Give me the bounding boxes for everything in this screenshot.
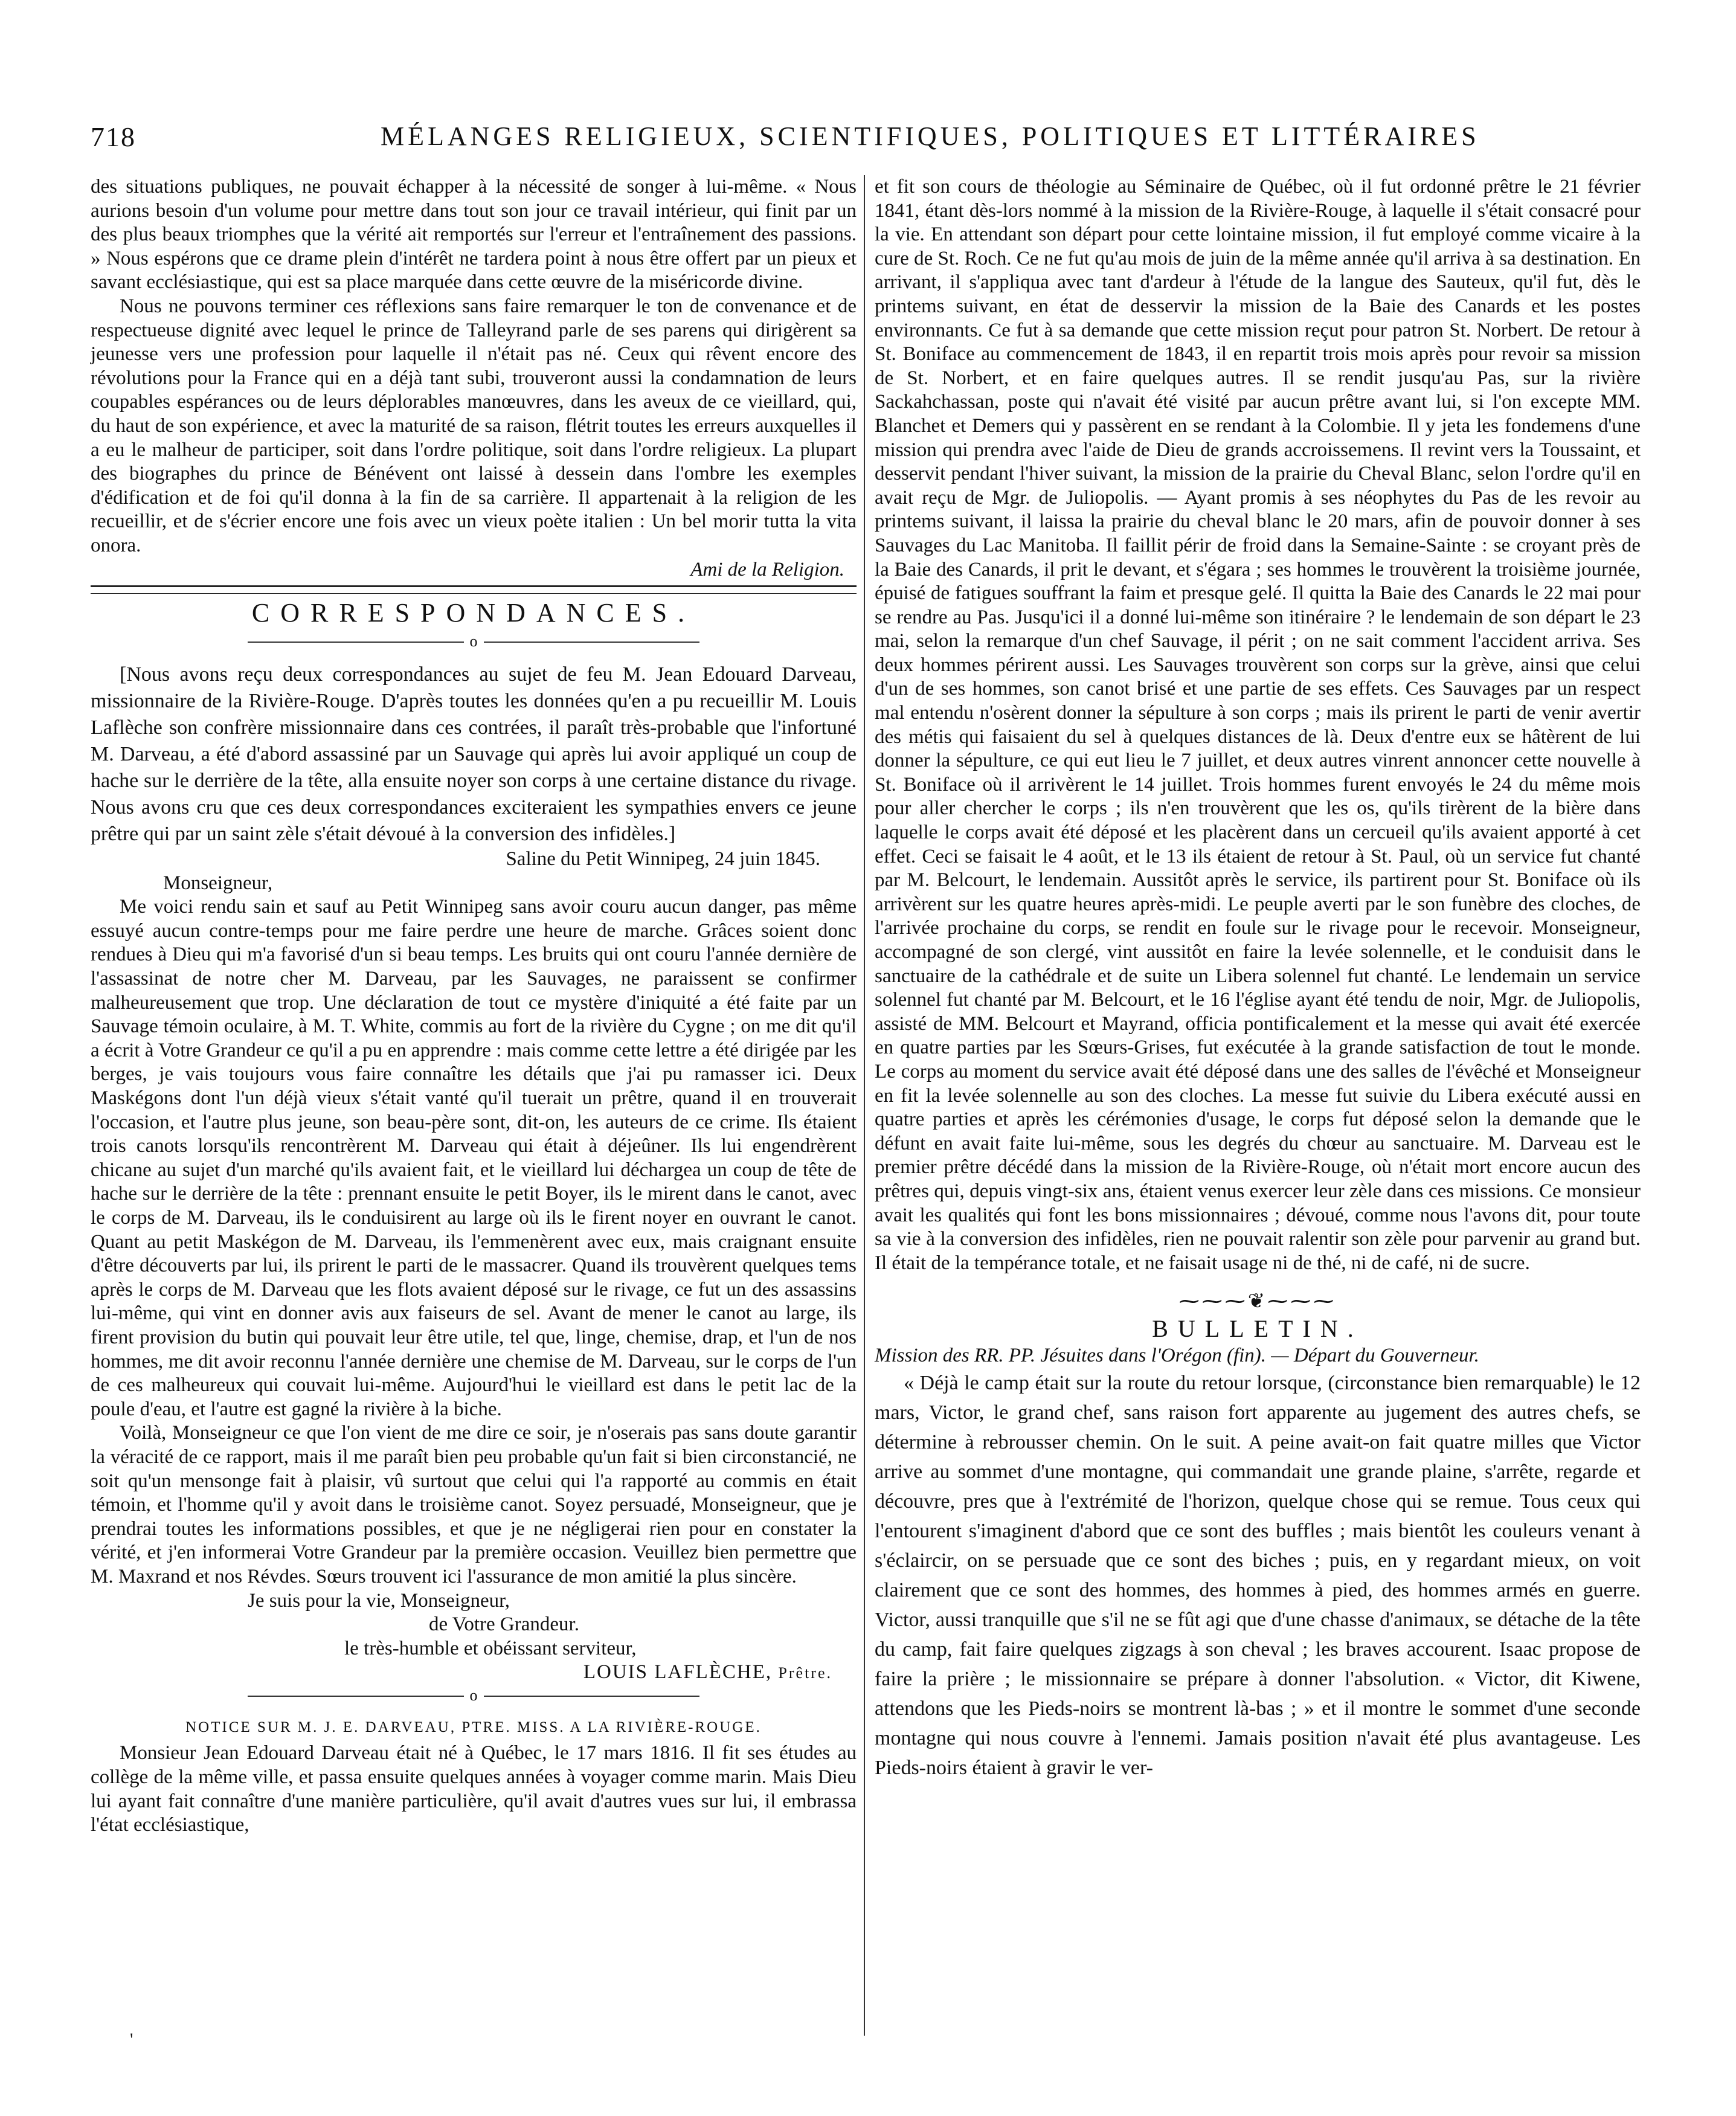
bulletin-ornament: ⁓⁓⁓❦⁓⁓⁓ <box>1178 1290 1337 1313</box>
bulletin-subtitle: Mission des RR. PP. Jésuites dans l'Orégon (fin). — Départ du Gouverneur. <box>875 1345 1479 1367</box>
intro-paragraph-2: Nous ne pouvons terminer ces réflexions sans faire remarquer le ton de convenance et de respectueuse dignité avec lequel le prince de Talleyrand parle de ses parens qui dirigèrent sa jeunesse vers une profession pour laquelle il n'était pas né. Ceux qui rêvent encore des révolutions pour la France qui en a déjà tant subi, trouveront aussi la condamnation de leurs coupables espérances ou de leurs déplorables manœuvres, dans les aveux de ce vieillard, qui, du haut de son expérience, et avec la maturité de sa raison, flétrit toutes les erreurs auxquelles il a eu le malheur de participer, soit dans l'ordre politique, soit dans l'ordre religieux. La plupart des biographes du prince de Bénévent ont laissé à dessein dans l'ombre les exemples d'édification et de foi qu'il donna à la fin de sa carrière. Il appartenait à la religion de les recueillir, et de s'écrier encore une fois avec un vieux poète italien : Un bel morir tutta la vita onora. <box>91 295 857 556</box>
signature-title: Prêtre. <box>778 1664 832 1682</box>
bulletin-paragraph: « Déjà le camp était sur la route du retour lorsque, (circonstance bien remarquable) le 12 mars, Victor, le grand chef, sans raison fort apparente au jugement des autres chefs, se détermine à rebrousser chemin. On le suit. A peine avait-on fait quatre milles que Victor arrive au sommet d'une montagne, qui commandait une grande plaine, s'arrête, regarde et découvre, pres que à l'extrémité de l'horizon, quelque chose qui se remue. Tous ceux qui l'entourent s'imaginent d'abord que ce sont des buffles ; mais bientôt les couleurs venant à s'éclaircir, on se persuade que ce sont des biches ; puis, en y regardant mieux, on voit clairement que ce sont des hommes, des hommes à pied, des hommes armés en guerre. Victor, aussi tranquille que s'il ne se fût agi que d'une chasse d'animaux, se détache de la tête du camp, fait faire quelques zigzags à son cheval ; les braves accourent. Isaac propose de faire la prière ; le missionnaire se prépare à donner l'absolution. « Victor, dit Kiwene, attendons que les Pieds-noirs se montrent là-bas ; » et il montre le sommet d'une seconde montagne qui nous couvre à l'ennemi. Jamais position n'avait été plus avantageuse. Les Pieds-noirs étaient à gravir le ver- <box>875 1371 1641 1779</box>
notice-continued-paragraph: et fit son cours de théologie au Séminaire de Québec, où il fut ordonné prêtre le 21 février 1841, étant dès-lors nommé à la mission de la Rivière-Rouge, à laquelle il s'était consacré pour la vie. En attendant son départ pour cette lointaine mission, il fut employé comme vicaire à la cure de St. Roch. Ce ne fut qu'au mois de juin de la même année qu'il arriva à sa destination. En arrivant, il s'appliqua avec tant d'ardeur à l'étude de la langue des Sauteux, qu'il fut, dès le printems suivant, en état de desservir la mission de la Baie des Canards et les postes environnants. Ce fut à sa demande que cette mission reçut pour patron St. Norbert. De retour à St. Boniface au commencement de 1843, il en repartit trois mois après pour revoir sa mission de St. Norbert, et en faire quelques autres. Il se rendit jusqu'au Pas, sur la rivière Sackahchassan, poste qui n'avait été visité par aucun prêtre avant lui, si l'on excepte MM. Blanchet et Demers qui y passèrent en se rendant à la Colombie. Il y jeta les fondemens d'une mission qui prendra avec l'aide de Dieu de grands accroissemens. Il revint vers la Toussaint, et desservit pendant l'hiver suivant, la mission de la prairie du Cheval Blanc, selon l'ordre qu'il en avait reçu de Mgr. de Juliopolis. — Ayant promis à ses néophytes du Pas de les revoir au printems suivant, il laissa la prairie du cheval blanc le 20 mars, afin de pouvoir donner à ses Sauvages du Lac Manitoba. Il faillit périr de froid dans la Semaine-Sainte : se croyant près de la Baie des Canards, il prit le devant, et s'égara ; ses hommes le trouvèrent la troisième journée, épuisé de fatigues souffrant la faim et presque gelé. Il quitta la Baie des Canards le 22 mai pour se rendre au Pas. Jusqu'ici il a donné lui-même son itinéraire ? le lendemain de son départ le 23 mai, selon la remarque d'un chef Sauvage, il périt ; on ne sait comment l'accident arriva. Ses deux hommes périrent aussi. Les Sauvages trouvèrent son corps sur la grève, ainsi que celui d'un de ses hommes, son canot brisé et une partie de ses effets. Ces Sauvages par un respect mal entendu n'osèrent donner la sépulture à son corps ; mais ils prirent le parti de venir avertir des métis qui faisaient du sel à quelques distances de là. Deux d'entre eux se hâtèrent de lui donner la sépulture, ce qui eut lieu le 7 juillet, et deux autres vinrent annoncer cette nouvelle à St. Boniface où il arrivèrent le 14 juillet. Trois hommes furent envoyés le 24 du même mois pour aller chercher le corps ; ils n'en trouvèrent que les os, qu'ils tirèrent de la bière dans laquelle le corps avait été déposé et les placèrent dans un cercueil qu'ils avaient apporté à cet effet. Ceci se faisait le 4 août, et le 13 ils étaient de retour à St. Paul, où un service fut chanté par M. Belcourt, le lendemain. Aussitôt après le service, ils partirent pour St. Boniface où ils arrivèrent sur les quatre heures après-midi. Le peuple averti par le son funèbre des cloches, de l'arrivée prochaine du corps, se rendit en foule sur le rivage pour le recevoir. Monseigneur, accompagné de son clergé, vint aussitôt en faire la levée solennelle, et le conduisit dans le sanctuaire de la cathédrale et de suite un Libera solennel fut chanté. Le lendemain un service solennel fut chanté par M. Belcourt, et le 16 l'église ayant été tendu de noir, Mgr. de Juliopolis, assisté de MM. Belcourt et Mayrand, officia pontificalement et la messe qui avait été exercée en quatre parties par les Sœurs-Grises, fut exécutée à la grande satisfaction de tout le monde. Le corps au moment du service avait été déposé dans une des salles de l'évêché et Monseigneur en fit la levée solennelle au son des cloches. La messe fut suivie du Libera exécuté aussi en quatre parties et après les cérémonies d'usage, le corps fut déposé selon la demande que le défunt en avait faite lui-même, sous les degrés du chœur au sanctuaire. M. Darveau est le premier prêtre décédé dans la mission de la Rivière-Rouge, où n'était mort encore aucun des prêtres qui, depuis vingt-six ans, étaient venus exercer leur zèle dans ces missions. Ce monsieur avait les qualités qui font les bons missionnaires ; dévoué, comme nous l'avons dit, pour toute sa vie à la conversion des infidèles, rien ne pouvait ralentir son zèle pour parvenir au grand but. Il était de la tempérance totale, et ne faisait usage ni de thé, ni de café, ni de sucre. <box>875 176 1641 1274</box>
section-heading-bulletin: BULLETIN. <box>1152 1315 1363 1343</box>
signature-name: LOUIS LAFLÈCHE, <box>583 1661 773 1683</box>
page-header <box>91 121 1673 163</box>
letter-dateline: Saline du Petit Winnipeg, 24 juin 1845. <box>506 848 820 870</box>
page-number: 718 <box>91 121 136 152</box>
section-divider <box>91 585 857 594</box>
letter-closing-line-1: Je suis pour la vie, Monseigneur, <box>248 1589 510 1612</box>
letter-closing-line-3: le très-humble et obéissant serviteur, <box>344 1637 637 1659</box>
letter-paragraph-2: Voilà, Monseigneur ce que l'on vient de me dire ce soir, je n'oserais pas sans doute garantir la véracité de ce rapport, mais il me paraît bien peu probable qu'un fait si bien circonstancié, ne soit qu'un mensonge fait à plaisir, vû surtout que celui qui l'a rapporté au commis en était témoin, et l'homme qu'il y avoit dans le troisième canot. Soyez persuadé, Monseigneur, que je prendrai toutes les informations possibles, et que je ne négligerai rien pour en constater la vérité, et j'en informerai Votre Grandeur par la première occasion. Veuillez bien permettre que M. Maxrand et nos Révdes. Sœurs trouvent ici l'assurance de mon amitié la plus sincère. <box>91 1422 857 1587</box>
notice-ornament-glyph: o <box>464 1687 484 1704</box>
source-signature: Ami de la Religion. <box>690 558 844 580</box>
right-column <box>875 175 1641 1783</box>
editorial-note: [Nous avons reçu deux correspondances au sujet de feu M. Jean Edouard Darveau, missionnaire de la Rivière-Rouge. D'après toutes les données qu'en a pu recueillir M. Louis Laflèche son confrère missionnaire dans ces contrées, il paraît très-probable que l'infortuné M. Darveau, a été d'abord assassiné par un Sauvage qui après lui avoir appliqué un coup de hache sur le derrière de la tête, alla ensuite noyer son corps à une certaine distance du rivage. Nous avons cru que ces deux correspondances exciteraient les sympathies envers ce jeune prêtre qui par un saint zèle s'était dévoué à la conversion des infidèles.] <box>91 663 857 846</box>
letter-closing-line-2: de Votre Grandeur. <box>429 1613 579 1636</box>
ornament-divider <box>91 632 857 651</box>
notice-ornament-divider <box>91 1687 857 1705</box>
letter-paragraph-1: Me voici rendu sain et sauf au Petit Winnipeg sans avoir couru aucun danger, pas même essuyé aucun contre-temps pour me faire perdre une heure de marche. Grâces soient donc rendues à Dieu qui m'a favorisé d'un si beau temps. Les bruits qui ont couru l'année dernière de l'assassinat de notre cher M. Darveau, par les Sauvages, ne paraissent se confirmer malheureusement que trop. Une déclaration de tout ce mystère d'iniquité a été faite par un Sauvage témoin oculaire, à M. T. White, commis au fort de la rivière du Cygne ; on me dit qu'il a écrit à Votre Grandeur ce qu'il a pu en apprendre : mais comme cette lettre a été dirigée par les berges, je vais toujours vous faire connaître les détails que j'ai pu ramasser ici. Deux Maskégons dont l'un déjà vieux s'était vanté qu'il tuerait un prêtre, quand il en trouverait l'occasion, et l'autre plus jeune, son beau-père sont, dit-on, les auteurs de ce crime. Ils étaient trois canots lorsqu'ils rencontrèrent M. Darveau qui était à déjeûner. Ils lui engendrèrent chicane au sujet d'un marché qu'ils avaient fait, et le vieillard lui déchargea un coup de tête de hache sur le derrière de la tête : prennant ensuite le petit Boyer, ils le mirent dans le canot, avec le corps de M. Darveau, ils le conduisirent au large où ils le firent noyer en ouvrant le canot. Quant au petit Maskégon de M. Darveau, ils l'emmenèrent avec eux, mais craignant ensuite d'être découverts par lui, ils prirent le parti de le massacrer. Quand ils trouvèrent quelques tems après le corps de M. Darveau que les flots avaient déposé sur le rivage, ce fut un des assassins lui-même, qui vint en donner avis aux faiseurs de sel. Avant de mener le canot au large, ils firent provision du butin qui pouvait leur être utile, tel que, linge, chemise, drap, et l'un de nos hommes, me dit avoir reconnu l'année dernière une chemise de M. Darveau, sur le corps de l'un de ces malheureux qui couvait lui-même. Aujourd'hui le vieillard est dans le petit lac de la poule d'eau, et l'autre est gagné la rivière à la biche. <box>91 896 857 1420</box>
section-heading-correspondances: CORRESPONDANCES. <box>251 598 696 628</box>
left-column <box>91 175 857 1838</box>
letter-signature <box>91 1661 857 1685</box>
footer-mark: ' <box>130 2030 133 2050</box>
intro-paragraph-1: des situations publiques, ne pouvait échapper à la nécessité de songer à lui-même. « Nous aurions besoin d'un volume pour mettre dans tout son jour ce travail intérieur, qui finit par un des plus beaux triomphes que la vérité ait remportés sur l'erreur et l'entraînement des passions. » Nous espérons que ce drame plein d'intérêt ne tardera point à nous être offert par un pieux et savant ecclésiastique, qui est sa place marquée dans cette œuvre de la miséricorde divine. <box>91 176 857 294</box>
notice-heading: NOTICE SUR M. J. E. DARVEAU, PTRE. MISS. A LA RIVIÈRE-ROUGE. <box>185 1719 762 1735</box>
running-title: MÉLANGES RELIGIEUX, SCIENTIFIQUES, POLITIQUES ET LITTÉRAIRES <box>381 121 1480 151</box>
ornament-glyph: o <box>464 632 484 650</box>
letter-salutation: Monseigneur, <box>163 872 273 894</box>
column-divider <box>864 175 865 2036</box>
notice-paragraph: Monsieur Jean Edouard Darveau était né à Québec, le 17 mars 1816. Il fit ses études au collège de la même ville, et passa ensuite quelques années à voyager comme marin. Mais Dieu lui ayant fait connaître d'une manière particulière, qu'il avait d'autres vues sur lui, il embrassa l'état ecclésiastique, <box>91 1742 857 1836</box>
